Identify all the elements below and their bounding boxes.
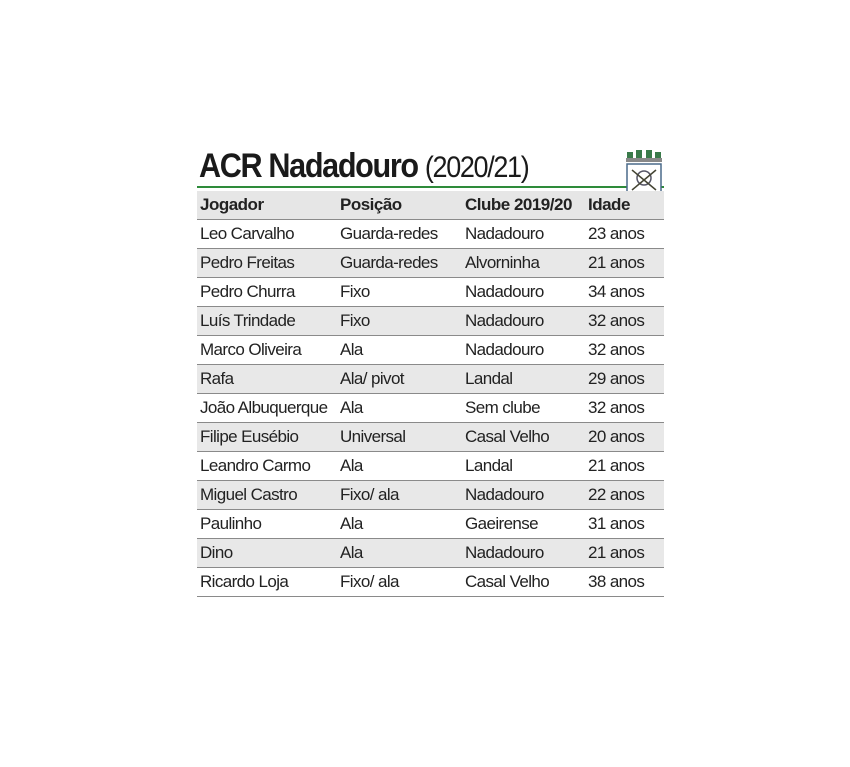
cell-club: Nadadouro xyxy=(462,278,585,307)
cell-position: Guarda-redes xyxy=(337,249,462,278)
cell-position: Ala xyxy=(337,394,462,423)
cell-club: Gaeirense xyxy=(462,510,585,539)
cell-position: Ala xyxy=(337,539,462,568)
table-row xyxy=(197,336,664,365)
cell-club: Nadadouro xyxy=(462,481,585,510)
table-row xyxy=(197,365,664,394)
cell-position: Ala xyxy=(337,510,462,539)
cell-player: Rafa xyxy=(197,365,337,394)
cell-player: Leo Carvalho xyxy=(197,220,337,249)
table-row xyxy=(197,278,664,307)
cell-age: 22 anos xyxy=(585,481,664,510)
table-row xyxy=(197,452,664,481)
cell-club: Casal Velho xyxy=(462,423,585,452)
cell-player: Miguel Castro xyxy=(197,481,337,510)
cell-club: Landal xyxy=(462,452,585,481)
club-name: ACR Nadadouro xyxy=(199,147,418,185)
cell-age: 38 anos xyxy=(585,568,664,597)
cell-position: Fixo/ ala xyxy=(337,568,462,597)
cell-club: Nadadouro xyxy=(462,336,585,365)
cell-player: Leandro Carmo xyxy=(197,452,337,481)
cell-age: 32 anos xyxy=(585,336,664,365)
cell-player: Luís Trindade xyxy=(197,307,337,336)
cell-player: Filipe Eusébio xyxy=(197,423,337,452)
column-header-player: Jogador xyxy=(197,191,337,220)
cell-age: 20 anos xyxy=(585,423,664,452)
table-row xyxy=(197,481,664,510)
table-row xyxy=(197,220,664,249)
table-row xyxy=(197,249,664,278)
cell-age: 31 anos xyxy=(585,510,664,539)
cell-position: Ala xyxy=(337,336,462,365)
squad-table xyxy=(197,191,664,597)
cell-age: 29 anos xyxy=(585,365,664,394)
table-row xyxy=(197,539,664,568)
title-divider xyxy=(197,186,664,188)
cell-player: Pedro Freitas xyxy=(197,249,337,278)
cell-club: Nadadouro xyxy=(462,307,585,336)
cell-player: Pedro Churra xyxy=(197,278,337,307)
column-header-age: Idade xyxy=(585,191,664,220)
cell-age: 32 anos xyxy=(585,394,664,423)
column-header-position: Posição xyxy=(337,191,462,220)
cell-player: Marco Oliveira xyxy=(197,336,337,365)
table-row xyxy=(197,394,664,423)
table-row xyxy=(197,307,664,336)
table-row xyxy=(197,568,664,597)
cell-position: Ala xyxy=(337,452,462,481)
cell-player: Ricardo Loja xyxy=(197,568,337,597)
cell-position: Fixo/ ala xyxy=(337,481,462,510)
cell-age: 21 anos xyxy=(585,452,664,481)
cell-club: Nadadouro xyxy=(462,539,585,568)
cell-club: Sem clube xyxy=(462,394,585,423)
cell-club: Casal Velho xyxy=(462,568,585,597)
table-header-row xyxy=(197,191,664,220)
column-header-club: Clube 2019/20 xyxy=(462,191,585,220)
cell-age: 21 anos xyxy=(585,539,664,568)
cell-player: Dino xyxy=(197,539,337,568)
cell-age: 34 anos xyxy=(585,278,664,307)
table-row xyxy=(197,510,664,539)
cell-position: Universal xyxy=(337,423,462,452)
page-title xyxy=(199,147,528,186)
cell-age: 32 anos xyxy=(585,307,664,336)
cell-position: Guarda-redes xyxy=(337,220,462,249)
season: (2020/21) xyxy=(424,151,529,184)
cell-club: Alvorninha xyxy=(462,249,585,278)
cell-position: Ala/ pivot xyxy=(337,365,462,394)
cell-position: Fixo xyxy=(337,278,462,307)
cell-player: João Albuquerque xyxy=(197,394,337,423)
cell-age: 23 anos xyxy=(585,220,664,249)
cell-club: Landal xyxy=(462,365,585,394)
cell-club: Nadadouro xyxy=(462,220,585,249)
cell-age: 21 anos xyxy=(585,249,664,278)
cell-player: Paulinho xyxy=(197,510,337,539)
table-row xyxy=(197,423,664,452)
cell-position: Fixo xyxy=(337,307,462,336)
